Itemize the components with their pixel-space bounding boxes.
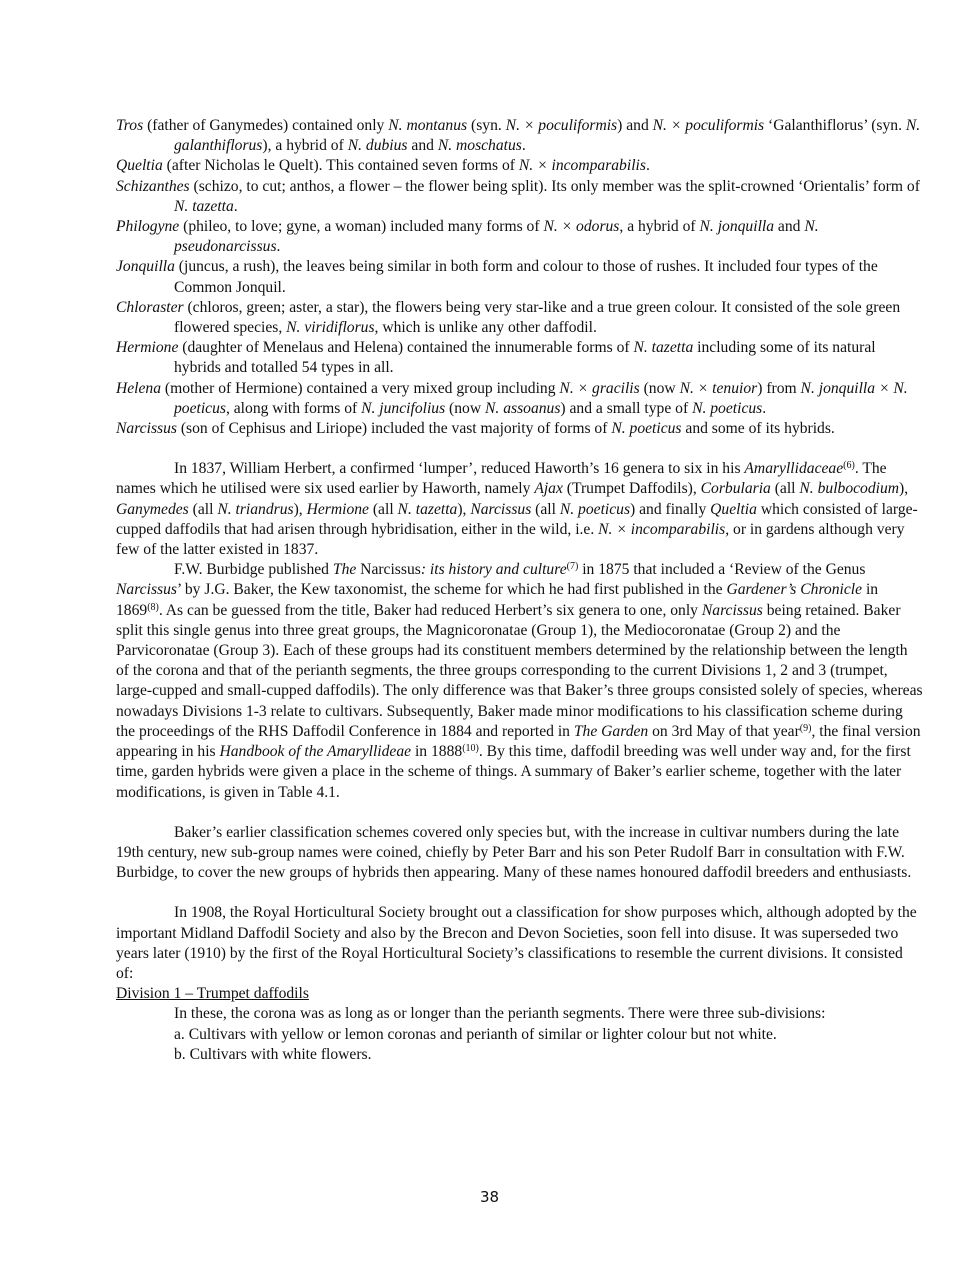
genus-name: Tros [116, 117, 144, 134]
genus-description: (after Nicholas le Quelt). This contained seven forms of N. × incomparabilis. [162, 157, 650, 175]
genus-name: Chloraster [116, 298, 184, 316]
genus-entry [116, 217, 924, 257]
genus-name: Hermione [116, 339, 179, 357]
genus-description: (chloros, green; aster, a star), the flowers being very star-like and a true green colour. It consisted of the sole green flowered species, N. viridiflorus, which is unlike any other daffodil. [174, 298, 901, 337]
genus-description: (schizo, to cut; anthos, a flower – the flower being split). Its only member was the split-crowned ‘Orientalis’ form of N. tazetta. [174, 177, 920, 215]
genus-description: (daughter of Menelaus and Helena) contained the innumerable forms of N. tazetta including some of its natural hybrids and totalled 54 types in all. [174, 339, 876, 377]
genus-entry [116, 156, 924, 176]
genus-entry [116, 419, 924, 439]
genus-entry [116, 177, 924, 217]
paragraph-rhs-1908: In 1908, the Royal Horticultural Society brought out a classification for show purposes which, although adopted by the important Midland Daffodil Society and also by the Brecon and Devon Societies, soon fell into disuse. It was superseded two years later (1910) by the first of the Royal Horticultural Society’s classifications to resemble the current divisions. It consisted of: [116, 904, 917, 982]
subdivision-b: b. Cultivars with white flowers. [174, 1045, 372, 1063]
genus-description: (phileo, to love; gyne, a woman) included many forms of N. × odorus, a hybrid of N. jonquilla and N. pseudonarcissus. [174, 218, 819, 256]
genus-entry [116, 298, 924, 338]
genus-entry [116, 116, 924, 156]
genus-name: Narcissus [116, 420, 177, 438]
paragraph-herbert: In 1837, William Herbert, a confirmed ‘lumper’, reduced Haworth’s 16 genera to six in his Amaryllidaceae$^{(6)}$. The names which he utilised were six used earlier by Haworth, namely Ajax (Trumpet Daffodils), Corbularia (all N. bulbocodium), Ganymedes (all N. triandrus), Hermione (all N. tazetta), Narcissus (all N. poeticus) and finally Queltia which consisted of large-cupped daffodils that had arisen through hybridisation, either in the wild, i.e. N. × incomparabilis, or in gardens although very few of the latter existed in 1837. [116, 460, 918, 559]
genera-list [116, 116, 924, 439]
genus-entry [116, 379, 924, 419]
page-body [116, 116, 924, 1065]
paragraph-baker: F.W. Burbidge published The Narcissus: its history and culture$^{(7)}$ in 1875 that included a ‘Review of the Genus Narcissus’ by J.G. Baker, the Kew taxonomist, the scheme for which he had first published in the Gardener’s Chronicle in 1869$^{(8)}$. As can be guessed from the title, Baker had reduced Herbert’s six genera to one, only Narcissus being retained. Baker split this single genus into three great groups, the Magnicoronatae (Group 1), the Mediocoronatae (Group 2) and the Parvicoronatae (Group 3). Each of these groups had its constituent members determined by the relationship between the length of the corona and that of the perianth segments, the three groups corresponding to the current Divisions 1, 2 and 3 (trumpet, large-cupped and small-cupped daffodils). The only difference was that Baker’s three groups consisted solely of species, whereas nowadays Divisions 1-3 relate to cultivars. Subsequently, Baker made minor modifications to his classification scheme during the proceedings of the RHS Daffodil Conference in 1884 and reported in The Garden on 3rd May of that year$^{(9)}$, the final version appearing in his Handbook of the Amaryllideae in 1888$^{(10)}$. By this time, daffodil breeding was well under way and, for the first time, garden hybrids were given a place in the scheme of things. A summary of Baker’s earlier scheme, together with the later modifications, is given in Table 4.1. [116, 561, 923, 801]
genus-description: (father of Ganymedes) contained only N. montanus (syn. N. × poculiformis) and N. × poculiformis ‘Galanthiflorus’ (syn. N. galanthiflorus), a hybrid of N. dubius and N. moschatus. [143, 117, 921, 155]
division-heading: Division 1 – Trumpet daffodils [116, 985, 309, 1003]
genus-description: (son of Cephisus and Liriope) included the vast majority of forms of N. poeticus and some of its hybrids. [176, 420, 835, 438]
genus-description: (mother of Hermione) contained a very mixed group including N. × gracilis (now N. × tenuior) from N. jonquilla × N. poeticus, along with forms of N. juncifolius (now N. assoanus) and a small type of N. poeticus. [161, 379, 908, 417]
genus-entry [116, 257, 924, 297]
genus-name: Jonquilla [116, 258, 175, 276]
division-description: In these, the corona was as long as or longer than the perianth segments. There were three sub-divisions: [174, 1005, 826, 1023]
genus-name: Queltia [116, 157, 163, 175]
paragraph-barr: Baker’s earlier classification schemes covered only species but, with the increase in cultivar numbers during the late 19th century, new sub-group names were coined, chiefly by Peter Barr and his son Peter Rudolf Barr in consultation with F.W. Burbidge, to cover the new groups of hybrids then appearing. Many of these names honoured daffodil breeders and enthusiasts. [116, 823, 912, 882]
genus-name: Philogyne [116, 218, 180, 236]
genus-name: Schizanthes [116, 177, 190, 195]
genus-description: (juncus, a rush), the leaves being similar in both form and colour to those of rushes. It included four types of the Common Jonquil. [174, 258, 878, 296]
subdivision-a: a. Cultivars with yellow or lemon coronas and perianth of similar or lighter colour but not white. [174, 1025, 777, 1043]
page-number: 38 [479, 1188, 500, 1206]
genus-entry [116, 338, 924, 378]
genus-name: Helena [116, 379, 162, 397]
